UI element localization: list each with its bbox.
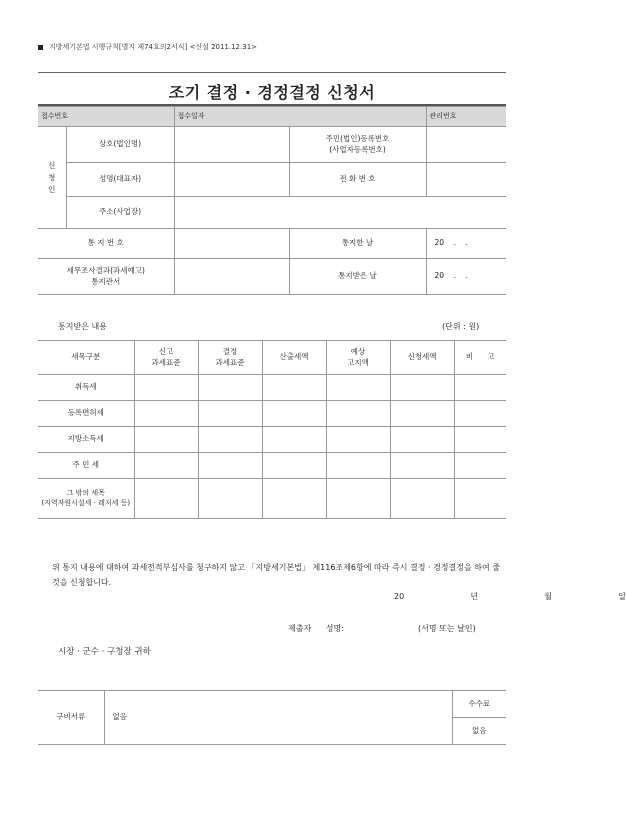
application-date[interactable]: 20 년 월 일 xyxy=(394,592,626,601)
table-cell[interactable] xyxy=(454,453,506,479)
column-header: 산출세액 xyxy=(262,341,326,375)
notice-date-field[interactable]: 20 . . xyxy=(426,229,506,259)
table-row xyxy=(38,375,506,401)
documents-table xyxy=(38,690,506,745)
documents-label: 구비서류 xyxy=(38,691,104,745)
table-cell[interactable] xyxy=(134,479,198,519)
fee-value: 없음 xyxy=(452,718,506,745)
table-cell[interactable] xyxy=(198,375,262,401)
table-cell[interactable] xyxy=(262,479,326,519)
table-row xyxy=(38,427,506,453)
representative-name-label: 성명(대표자) xyxy=(66,163,174,197)
table-cell[interactable] xyxy=(262,401,326,427)
phone-label: 전 화 번 호 xyxy=(289,163,426,197)
application-statement: 위 통지 내용에 대하여 과세전적부심사를 청구하지 않고 「지방세기본법」 제116조제6항에 따라 즉시 결정 · 경정결정을 하여 줄 것을 신청합니다. xyxy=(52,563,500,588)
tax-type-label: 그 밖의 세목 (지역자원시설세 · 레저세 등) xyxy=(38,479,134,519)
submitter-name-label: 성명: xyxy=(325,624,344,633)
unit-note: (단위 : 원) xyxy=(442,322,480,331)
table-cell[interactable] xyxy=(198,479,262,519)
column-header: 신고 과세표준 xyxy=(134,341,198,375)
received-date-label: 통지받은 날 xyxy=(289,259,426,295)
table-cell[interactable] xyxy=(198,453,262,479)
table-cell[interactable] xyxy=(390,453,454,479)
column-header: 비 고 xyxy=(454,341,506,375)
column-header: 결정 과세표준 xyxy=(198,341,262,375)
notice-number-label: 통 지 번 호 xyxy=(38,229,174,259)
registration-number-label: 주민(법인)등록번호 (사업자등록번호) xyxy=(289,127,426,163)
notice-date-label: 통지한 날 xyxy=(289,229,426,259)
bullet-square-icon xyxy=(38,45,43,50)
phone-field[interactable] xyxy=(426,163,506,197)
table-cell[interactable] xyxy=(326,401,390,427)
signature-note[interactable]: (서명 또는 날인) xyxy=(418,624,476,633)
top-divider xyxy=(38,72,506,73)
applicant-table xyxy=(38,106,506,295)
table-cell[interactable] xyxy=(326,427,390,453)
tax-type-label: 지방소득세 xyxy=(38,427,134,453)
company-name-field[interactable] xyxy=(174,127,289,163)
received-date-field[interactable]: 20 . . xyxy=(426,259,506,295)
table-cell[interactable] xyxy=(134,427,198,453)
fee-label: 수수료 xyxy=(452,691,506,718)
table-cell[interactable] xyxy=(198,401,262,427)
form-header-note xyxy=(38,42,257,52)
table-row xyxy=(38,479,506,519)
section-title: 통지받은 내용 xyxy=(58,322,107,331)
table-row xyxy=(38,453,506,479)
representative-name-field[interactable] xyxy=(174,163,289,197)
table-cell[interactable] xyxy=(454,479,506,519)
manage-number-label: 관리번호 xyxy=(426,107,506,127)
table-cell[interactable] xyxy=(262,375,326,401)
receipt-date-label: 접수일자 xyxy=(174,107,426,127)
company-name-label: 상호(법인명) xyxy=(66,127,174,163)
table-cell[interactable] xyxy=(454,401,506,427)
applicant-group-label: 신 청 인 xyxy=(38,127,66,229)
column-header: 신청세액 xyxy=(390,341,454,375)
table-cell[interactable] xyxy=(134,375,198,401)
form-reference: 지방세기본법 시행규칙[별지 제74호의2서식] <신설 2011.12.31> xyxy=(49,43,258,51)
table-cell[interactable] xyxy=(390,375,454,401)
table-cell[interactable] xyxy=(326,479,390,519)
tax-type-label: 주 민 세 xyxy=(38,453,134,479)
table-cell[interactable] xyxy=(326,453,390,479)
registration-number-field[interactable] xyxy=(426,127,506,163)
column-header: 예상 고지액 xyxy=(326,341,390,375)
table-cell[interactable] xyxy=(454,375,506,401)
table-cell[interactable] xyxy=(262,453,326,479)
submitter-line xyxy=(288,623,356,634)
documents-value: 없음 xyxy=(104,691,452,745)
receipt-number-label: 접수번호 xyxy=(38,107,174,127)
audit-office-label: 세무조사결과(과세예고) 통지관서 xyxy=(38,259,174,295)
table-cell[interactable] xyxy=(390,427,454,453)
submitter-label: 제출자 xyxy=(288,624,312,633)
table-header-row xyxy=(38,341,506,375)
table-cell[interactable] xyxy=(134,453,198,479)
address-field[interactable] xyxy=(174,197,506,229)
notice-number-field[interactable] xyxy=(174,229,289,259)
table-cell[interactable] xyxy=(454,427,506,453)
table-row xyxy=(38,401,506,427)
addressee: 시장 · 군수 · 구청장 귀하 xyxy=(58,647,151,657)
table-cell[interactable] xyxy=(326,375,390,401)
table-cell[interactable] xyxy=(390,401,454,427)
table-cell[interactable] xyxy=(134,401,198,427)
tax-type-label: 취득세 xyxy=(38,375,134,401)
column-header: 세목구분 xyxy=(38,341,134,375)
table-cell[interactable] xyxy=(198,427,262,453)
audit-office-field[interactable] xyxy=(174,259,289,295)
tax-type-label: 등록면허세 xyxy=(38,401,134,427)
tax-detail-table xyxy=(38,340,506,519)
address-label: 주소(사업장) xyxy=(66,197,174,229)
table-cell[interactable] xyxy=(390,479,454,519)
page-title: 조기 결정 · 경정결정 신청서 xyxy=(168,83,376,102)
table-cell[interactable] xyxy=(262,427,326,453)
